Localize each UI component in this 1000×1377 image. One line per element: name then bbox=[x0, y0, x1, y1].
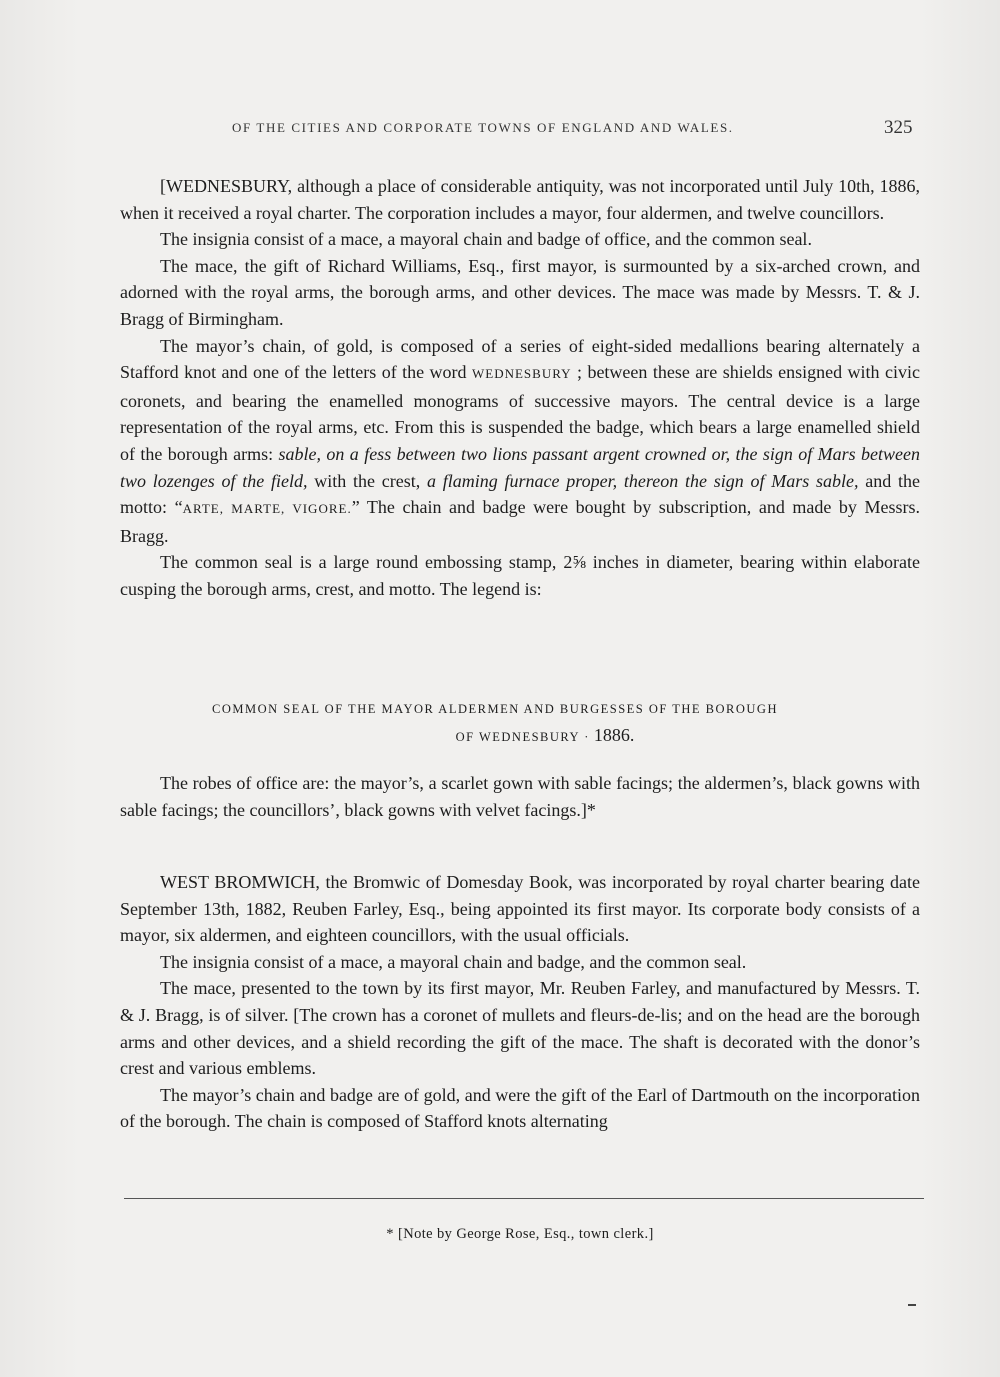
paragraph: The common seal is a large round embossing stamp, 2⅝ inches in diameter, bearing within elaborate cusping the borough arms, crest, and motto. The legend is: bbox=[120, 552, 920, 599]
robes-section bbox=[120, 770, 920, 823]
text-run: ; between these are shields ensigned with civic coronets, and bearing the enamelled monograms of successive mayors. The central device is a large representation of the royal arms, etc. From this is suspended the badge, which bears a large enamelled shield of the borough arms: bbox=[120, 362, 920, 464]
west-bromwich-section bbox=[120, 869, 920, 1135]
legend-text: OF WEDNESBURY · bbox=[455, 730, 590, 744]
motto: ARTE, MARTE, VIGORE. bbox=[182, 501, 352, 517]
paragraph: The insignia consist of a mace, a mayoral chain and badge, and the common seal. bbox=[160, 951, 747, 972]
paragraph: [WEDNESBURY, although a place of considerable antiquity, was not incorporated until July 10th, 1886, when it received a royal charter. The corporation includes a mayor, four aldermen, and twelve councillors. bbox=[120, 176, 920, 223]
text-run: with the crest, bbox=[307, 470, 428, 491]
paragraph: The mace, the gift of Richard Williams, Esq., first mayor, is surmounted by a six-arched crown, and adorned with the royal arms, the borough arms, and other devices. The mace was made by Messrs. T. & J. Bragg of Birmingham. bbox=[120, 255, 920, 329]
paragraph: The insignia consist of a mace, a mayoral chain and badge of office, and the common seal. bbox=[160, 229, 812, 250]
text-run: and the motto: “ bbox=[120, 470, 920, 518]
legend-line-2 bbox=[170, 722, 920, 750]
small-caps-word: WEDNESBURY bbox=[472, 366, 572, 382]
printer-mark bbox=[908, 1304, 916, 1306]
running-head: OF THE CITIES AND CORPORATE TOWNS OF ENGLAND AND WALES. bbox=[232, 120, 734, 135]
paragraph: The mayor’s chain and badge are of gold, and were the gift of the Earl of Dartmouth on the incorporation of the borough. The chain is composed of Stafford knots alternating bbox=[120, 1084, 920, 1132]
legend-line-1: COMMON SEAL OF THE MAYOR ALDERMEN AND BURGESSES OF THE BOROUGH bbox=[212, 702, 778, 716]
paragraph bbox=[120, 333, 920, 550]
text-run: ” The chain and badge were bought by subscription, and made by Messrs. Bragg. bbox=[120, 497, 921, 546]
blazon-arms: sable, on a fess between two lions passant argent crowned or, the sign of Mars between two lozenges of the field, bbox=[120, 443, 920, 491]
wednesbury-section bbox=[120, 173, 920, 603]
paragraph: The robes of office are: the mayor’s, a scarlet gown with sable facings; the aldermen’s, black gowns with sable facings; the councillors’, black gowns with velvet facings.]* bbox=[120, 773, 920, 820]
paragraph: WEST BROMWICH, the Bromwic of Domesday Book, was incorporated by royal charter bearing date September 13th, 1882, Reuben Farley, Esq., being appointed its first mayor. Its corporate body consists of a mayor, six aldermen, and eighteen councillors, with the usual officials. bbox=[120, 872, 920, 946]
footnote: * [Note by George Rose, Esq., town clerk.] bbox=[386, 1226, 654, 1242]
seal-legend bbox=[120, 696, 920, 750]
paragraph: The mace, presented to the town by its first mayor, Mr. Reuben Farley, and manufactured by Messrs. T. & J. Bragg, is of silver. [The crown has a coronet of mullets and fleurs-de-lis; and on the head are the borough arms and other devices, and a shield recording the gift of the mace. The shaft is decorated with the donor’s crest and various emblems. bbox=[120, 978, 920, 1079]
footnote-rule bbox=[124, 1198, 924, 1199]
blazon-crest: a flaming furnace proper, thereon the sign of Mars sable, bbox=[427, 470, 859, 491]
text-run: The mayor’s chain, of gold, is composed of a series of eight-sided medallions bearing alternately a Stafford knot and one of the letters of the word bbox=[120, 335, 920, 383]
legend-year: 1886. bbox=[593, 725, 635, 745]
page-number: 325 bbox=[884, 117, 913, 138]
